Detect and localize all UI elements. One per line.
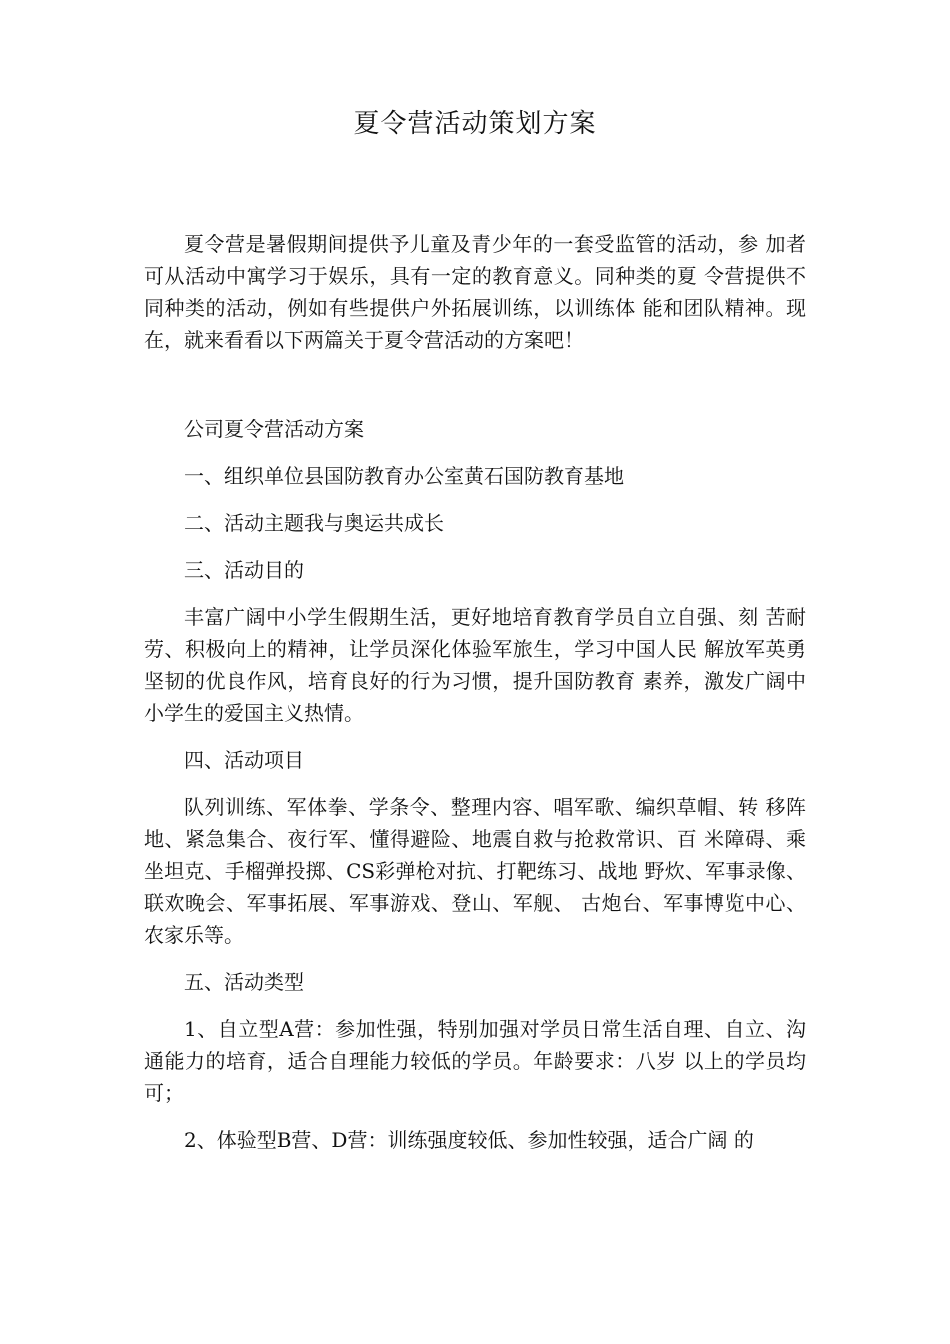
document-title: 夏令营活动策划方案 — [353, 109, 597, 139]
section-heading-projects: 四、活动项目 — [184, 748, 304, 772]
intro-paragraph: 夏令营是暑假期间提供予儿童及青少年的一套受监管的活动，参 加者可从活动中寓学习于娱乐，具有一定的教育意义。同种类的夏 令营提供不同种类的活动，例如有些提供户外拓展训练，以训练体 能和团队精神。现在，就来看看以下两篇关于夏令营活动的方案吧！ — [144, 232, 806, 352]
section-heading-organizer: 一、组织单位县国防教育办公室黄石国防教育基地 — [184, 464, 624, 488]
document-body — [144, 413, 806, 1171]
section-paragraph-type-a: 1、自立型A营：参加性强，特别加强对学员日常生活自理、自立、沟通能力的培育，适合自理能力较低的学员。年龄要求：八岁 以上的学员均可； — [144, 1017, 806, 1105]
section-heading-theme: 二、活动主题我与奥运共成长 — [184, 511, 444, 535]
section-paragraph-type-b: 2、体验型B营、D营：训练强度较低、参加性较强，适合广阔 的 — [184, 1128, 754, 1152]
section-heading-company-plan: 公司夏令营活动方案 — [184, 417, 364, 441]
section-heading-purpose: 三、活动目的 — [184, 558, 304, 582]
intro-block — [144, 228, 806, 356]
section-paragraph-purpose: 丰富广阔中小学生假期生活，更好地培育教育学员自立自强、刻 苦耐劳、积极向上的精神，让学员深化体验军旅生，学习中国人民 解放军英勇坚韧的优良作风，培育良好的行为习惯，提升国防教育 素养，激发广阔中小学生的爱国主义热情。 — [144, 605, 806, 725]
section-heading-types: 五、活动类型 — [184, 970, 304, 994]
section-paragraph-projects: 队列训练、军体拳、学条令、整理内容、唱军歌、编织草帽、转 移阵地、紧急集合、夜行军、懂得避险、地震自救与抢救常识、百 米障碍、乘坐坦克、手榴弹投掷、CS彩弹枪对抗、打靶练习、战地 野炊、军事录像、联欢晚会、军事拓展、军事游戏、登山、军舰、 古炮台、军事博览中心、农家乐等。 — [144, 795, 806, 947]
